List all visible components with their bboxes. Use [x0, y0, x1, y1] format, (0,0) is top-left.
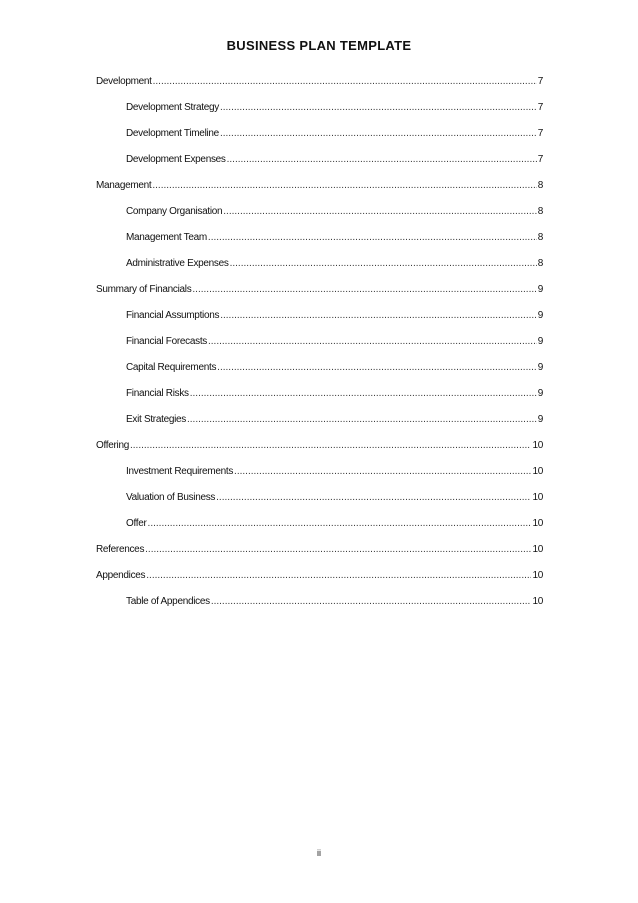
toc-entry[interactable]	[96, 492, 543, 518]
toc-entry-title: References	[96, 544, 145, 555]
toc-entry[interactable]	[96, 232, 543, 258]
toc-entry-page: 9	[537, 284, 543, 295]
dot-leader	[146, 570, 531, 581]
toc-entry-title: Management	[96, 180, 152, 191]
dot-leader	[230, 258, 537, 269]
toc-entry-title: Financial Risks	[126, 388, 189, 399]
toc-entry[interactable]	[96, 570, 543, 596]
dot-leader	[217, 362, 537, 373]
dot-leader	[223, 206, 536, 217]
dot-leader	[220, 310, 537, 321]
toc-entry-title: Appendices	[96, 570, 146, 581]
dot-leader	[216, 492, 531, 503]
toc-entry[interactable]	[96, 362, 543, 388]
toc-entry[interactable]	[96, 128, 543, 154]
dot-leader	[234, 466, 531, 477]
table-of-contents	[96, 76, 543, 622]
toc-entry[interactable]	[96, 596, 543, 622]
toc-entry-page: 10	[532, 596, 543, 607]
toc-entry-title: Summary of Financials	[96, 284, 192, 295]
toc-entry-page: 9	[537, 388, 543, 399]
toc-entry-title: Management Team	[126, 232, 207, 243]
toc-entry[interactable]	[96, 284, 543, 310]
dot-leader	[130, 440, 531, 451]
dot-leader	[208, 336, 537, 347]
toc-entry-title: Offer	[126, 518, 147, 529]
toc-entry-page: 9	[537, 336, 543, 347]
toc-entry[interactable]	[96, 440, 543, 466]
toc-entry-title: Development Timeline	[126, 128, 219, 139]
toc-entry[interactable]	[96, 180, 543, 206]
document-title: BUSINESS PLAN TEMPLATE	[226, 38, 412, 53]
toc-entry-page: 10	[532, 492, 543, 503]
dot-leader	[148, 518, 532, 529]
toc-entry-title: Development	[96, 76, 152, 87]
toc-entry[interactable]	[96, 336, 543, 362]
toc-entry[interactable]	[96, 102, 543, 128]
toc-entry-title: Valuation of Business	[126, 492, 216, 503]
toc-entry[interactable]	[96, 388, 543, 414]
toc-entry-page: 7	[537, 102, 543, 113]
toc-entry-title: Exit Strategies	[126, 414, 186, 425]
toc-entry-page: 10	[532, 518, 543, 529]
toc-entry-title: Investment Requirements	[126, 466, 234, 477]
dot-leader	[145, 544, 531, 555]
dot-leader	[187, 414, 537, 425]
toc-entry-page: 7	[537, 154, 543, 165]
dot-leader	[211, 596, 532, 607]
dot-leader	[192, 284, 536, 295]
toc-entry[interactable]	[96, 518, 543, 544]
toc-entry-title: Table of Appendices	[126, 596, 210, 607]
toc-entry-title: Development Expenses	[126, 154, 226, 165]
toc-entry-title: Development Strategy	[126, 102, 219, 113]
dot-leader	[227, 154, 537, 165]
dot-leader	[220, 102, 537, 113]
toc-entry-title: Company Organisation	[126, 206, 223, 217]
toc-entry-page: 9	[537, 414, 543, 425]
toc-entry[interactable]	[96, 76, 543, 102]
dot-leader	[190, 388, 537, 399]
toc-entry-page: 8	[537, 180, 543, 191]
toc-entry-page: 8	[537, 258, 543, 269]
dot-leader	[208, 232, 537, 243]
toc-entry-page: 8	[537, 206, 543, 217]
toc-entry-page: 8	[537, 232, 543, 243]
toc-entry-page: 7	[537, 76, 543, 87]
toc-entry[interactable]	[96, 206, 543, 232]
toc-entry-title: Financial Forecasts	[126, 336, 207, 347]
toc-entry-title: Financial Assumptions	[126, 310, 220, 321]
page-number: ii	[317, 848, 321, 858]
dot-leader	[220, 128, 537, 139]
toc-entry-page: 10	[532, 570, 543, 581]
toc-entry[interactable]	[96, 310, 543, 336]
dot-leader	[152, 180, 536, 191]
toc-entry-page: 10	[532, 466, 543, 477]
toc-entry-title: Offering	[96, 440, 129, 451]
toc-entry-page: 10	[532, 544, 543, 555]
toc-entry[interactable]	[96, 258, 543, 284]
toc-entry-page: 9	[537, 310, 543, 321]
toc-entry[interactable]	[96, 466, 543, 492]
toc-entry-title: Administrative Expenses	[126, 258, 229, 269]
toc-entry-page: 10	[532, 440, 543, 451]
toc-entry-title: Capital Requirements	[126, 362, 217, 373]
toc-entry[interactable]	[96, 154, 543, 180]
dot-leader	[153, 76, 537, 87]
toc-entry[interactable]	[96, 414, 543, 440]
toc-entry-page: 7	[537, 128, 543, 139]
toc-entry[interactable]	[96, 544, 543, 570]
toc-entry-page: 9	[537, 362, 543, 373]
